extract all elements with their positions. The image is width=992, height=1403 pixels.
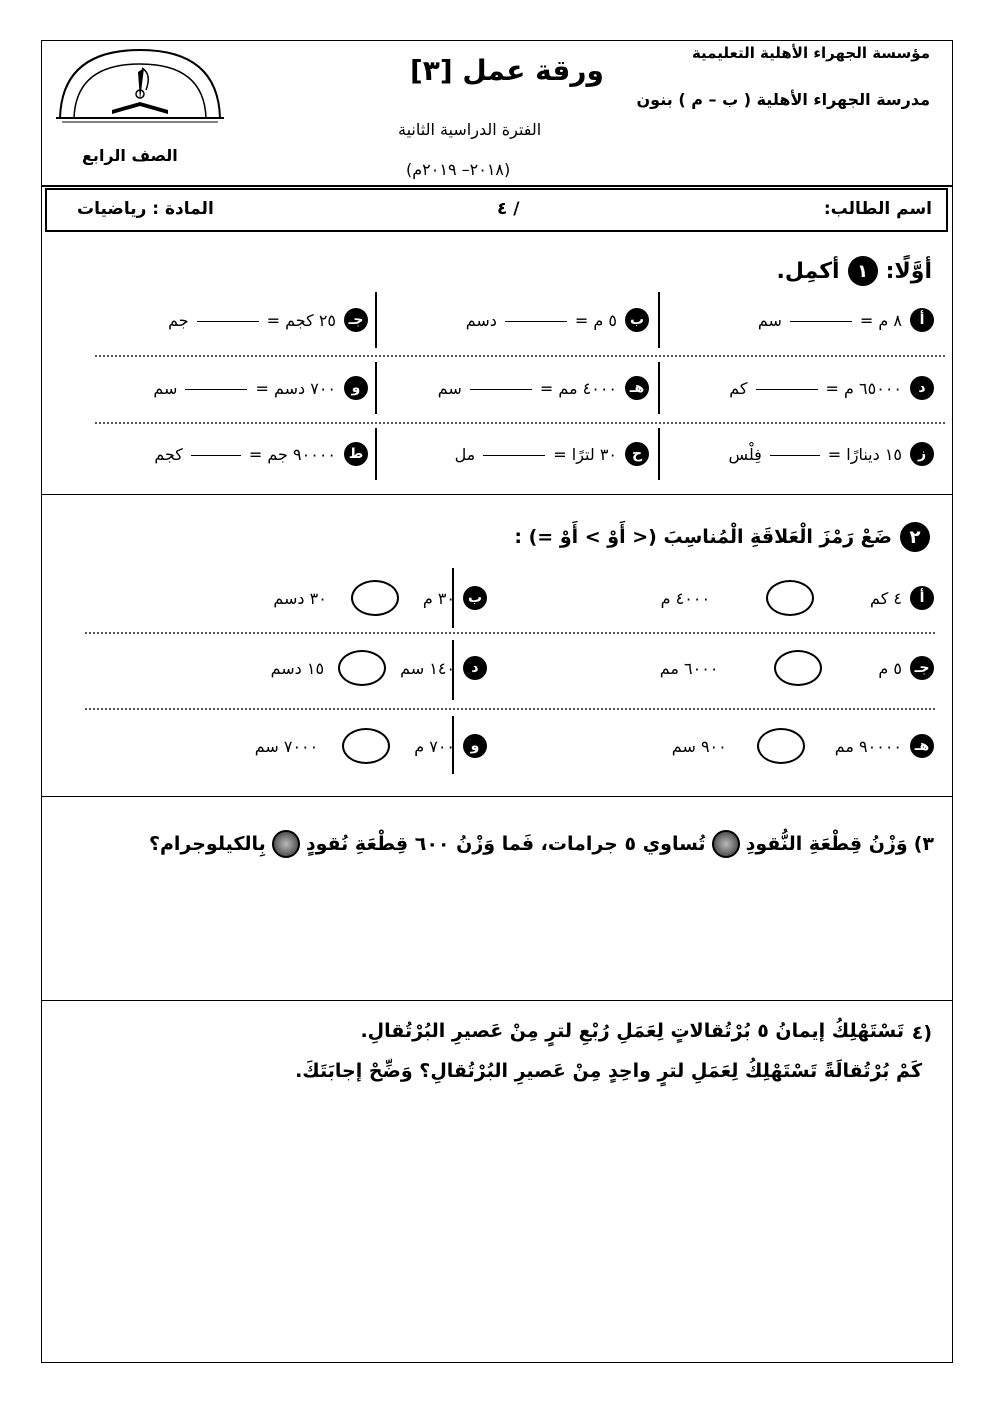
coin-icon (272, 830, 300, 858)
school-logo (52, 44, 228, 124)
year-label: (٢٠١٨– ٢٠١٩م) (406, 160, 511, 179)
left-quantity: ٩٠٠٠٠ مم (834, 736, 902, 756)
letter-badge: و (344, 376, 368, 400)
page-border (41, 40, 953, 1363)
s1-item-f (153, 376, 368, 400)
item-expression: ٦٥٠٠٠ م = (825, 378, 902, 398)
item-unit: كجم (154, 444, 183, 464)
comparison-circle[interactable] (757, 728, 805, 764)
answer-blank[interactable] (197, 318, 259, 322)
column-divider (375, 428, 377, 480)
subject-label: المادة : رياضيات (77, 199, 214, 219)
column-divider (375, 362, 377, 414)
section1-instruction: أكمِل. (776, 258, 840, 284)
letter-badge: جـ (344, 308, 368, 332)
letter-badge: ز (910, 442, 934, 466)
column-divider (452, 568, 454, 628)
section4-number: ٤) (911, 1022, 932, 1044)
s2-item-b (273, 580, 487, 616)
section2-instruction: ضَعْ رَمْزَ الْعَلاقَةِ الْمُناسِبَ (< أَوْ > أَوْ =) : (514, 526, 892, 548)
worksheet-title: ورقة عمل [٣] (410, 54, 604, 87)
s1-item-e (438, 376, 649, 400)
row-separator (95, 422, 945, 424)
section3-question (149, 830, 934, 858)
item-unit: مل (454, 444, 476, 464)
left-quantity: ١٤٠ سم (400, 658, 455, 678)
section4-line1: تَسْتَهْلِكُ إيمانُ ٥ بُرْتُقالاتٍ لِعَمَلِ رُبْعِ لترٍ مِنْ عَصيرِ البُرْتُقالِ. (360, 1020, 904, 1042)
letter-badge: جـ (910, 656, 934, 680)
right-quantity: ٣٠ دسم (273, 588, 327, 608)
item-expression: ٥ م = (574, 310, 617, 330)
comparison-circle[interactable] (351, 580, 399, 616)
section1-title: أوَّلًا: (885, 258, 932, 284)
grade-label: الصف الرابع (82, 146, 178, 165)
item-unit: دسم (465, 310, 497, 330)
left-quantity: ٧٠٠ م (414, 736, 455, 756)
letter-badge: هـ (910, 734, 934, 758)
s1-item-b (466, 308, 649, 332)
letter-badge: د (910, 376, 934, 400)
section3-number: ٣) (913, 833, 934, 855)
item-expression: ٩٠٠٠٠ جم = (248, 444, 336, 464)
s2-item-c (660, 650, 934, 686)
answer-blank[interactable] (756, 386, 818, 390)
letter-badge: أ (910, 308, 934, 332)
letter-badge: ب (463, 586, 487, 610)
right-quantity: ٧٠٠٠ سم (254, 736, 319, 756)
item-unit: فِلْس (728, 444, 762, 464)
item-expression: ٤٠٠٠ مم = (539, 378, 617, 398)
item-expression: ٨ م = (859, 310, 902, 330)
comparison-circle[interactable] (774, 650, 822, 686)
letter-badge: ح (625, 442, 649, 466)
column-divider (658, 362, 660, 414)
column-divider (452, 716, 454, 774)
letter-badge: د (463, 656, 487, 680)
column-divider (658, 428, 660, 480)
institution-name: مؤسسة الجهراء الأهلية التعليمية (691, 44, 930, 62)
left-quantity: ٥ م (878, 658, 902, 678)
letter-badge: أ (910, 586, 934, 610)
column-divider (452, 640, 454, 700)
item-expression: ٢٥ كجم = (266, 310, 336, 330)
answer-blank[interactable] (770, 452, 820, 456)
header-divider (41, 185, 953, 187)
section1-number-badge: ١ (848, 256, 878, 286)
answer-blank[interactable] (505, 318, 567, 322)
comparison-circle[interactable] (342, 728, 390, 764)
section3-text-part1: وَزْنُ قِطْعَةِ النُّقودِ (745, 833, 908, 855)
s1-item-i (154, 442, 368, 466)
section-divider (41, 494, 953, 495)
s1-item-g (728, 442, 934, 466)
s2-item-d (271, 650, 487, 686)
score-label: ٤ / (497, 199, 520, 219)
row-separator (95, 355, 945, 357)
item-unit: سم (153, 378, 178, 398)
answer-blank[interactable] (790, 318, 852, 322)
s2-item-e (672, 728, 934, 764)
section2-heading (514, 522, 930, 552)
left-quantity: ٤ كم (870, 588, 902, 608)
right-quantity: ١٥ دسم (270, 658, 325, 678)
letter-badge: هـ (625, 376, 649, 400)
item-unit: سم (437, 378, 462, 398)
answer-blank[interactable] (483, 452, 545, 456)
left-quantity: ٣٠ م (422, 588, 455, 608)
letter-badge: و (463, 734, 487, 758)
item-expression: ٣٠ لترًا = (553, 444, 617, 464)
s2-item-a (661, 580, 934, 616)
s1-item-c (168, 308, 368, 332)
item-unit: كم (729, 378, 748, 398)
section-divider (41, 796, 953, 797)
s1-item-a (758, 308, 934, 332)
item-unit: سم (757, 310, 782, 330)
section4-line2: كَمْ بُرْتُقالَةً تَسْتَهْلِكُ لِعَمَلِ لترٍ واحِدٍ مِنْ عَصيرِ البُرْتُقالِ؟ وَضِّحْ إجابَتَكَ. (295, 1060, 922, 1082)
answer-blank[interactable] (185, 386, 247, 390)
letter-badge: ب (625, 308, 649, 332)
s1-item-d (729, 376, 934, 400)
section3-text-part2: تُساوي ٥ جرامات، فَما وَزْنُ ٦٠٠ قِطْعَةِ نُقودٍ (305, 833, 706, 855)
row-separator (85, 632, 935, 634)
coin-icon (712, 830, 740, 858)
s1-item-h (455, 442, 649, 466)
student-name-label: اسم الطالب: (823, 199, 932, 219)
comparison-circle[interactable] (766, 580, 814, 616)
section2-number-badge: ٢ (900, 522, 930, 552)
item-unit: جم (168, 310, 189, 330)
right-quantity: ٩٠٠ سم (671, 736, 727, 756)
letter-badge: ط (344, 442, 368, 466)
row-separator (85, 708, 935, 710)
section-divider (41, 1000, 953, 1001)
column-divider (658, 292, 660, 348)
period-label: الفترة الدراسية الثانية (398, 120, 542, 139)
answer-blank[interactable] (470, 386, 532, 390)
comparison-circle[interactable] (338, 650, 386, 686)
right-quantity: ٦٠٠٠ مم (659, 658, 719, 678)
right-quantity: ٤٠٠٠ م (660, 588, 711, 608)
answer-blank[interactable] (191, 452, 241, 456)
column-divider (375, 292, 377, 348)
school-name: مدرسة الجهراء الأهلية ( ب – م ) بنون (636, 90, 930, 109)
item-expression: ١٥ دينارًا = (827, 444, 902, 464)
item-expression: ٧٠٠ دسم = (255, 378, 336, 398)
section1-heading (777, 256, 932, 286)
section3-text-part3: بِالكيلوجرام؟ (148, 833, 266, 855)
